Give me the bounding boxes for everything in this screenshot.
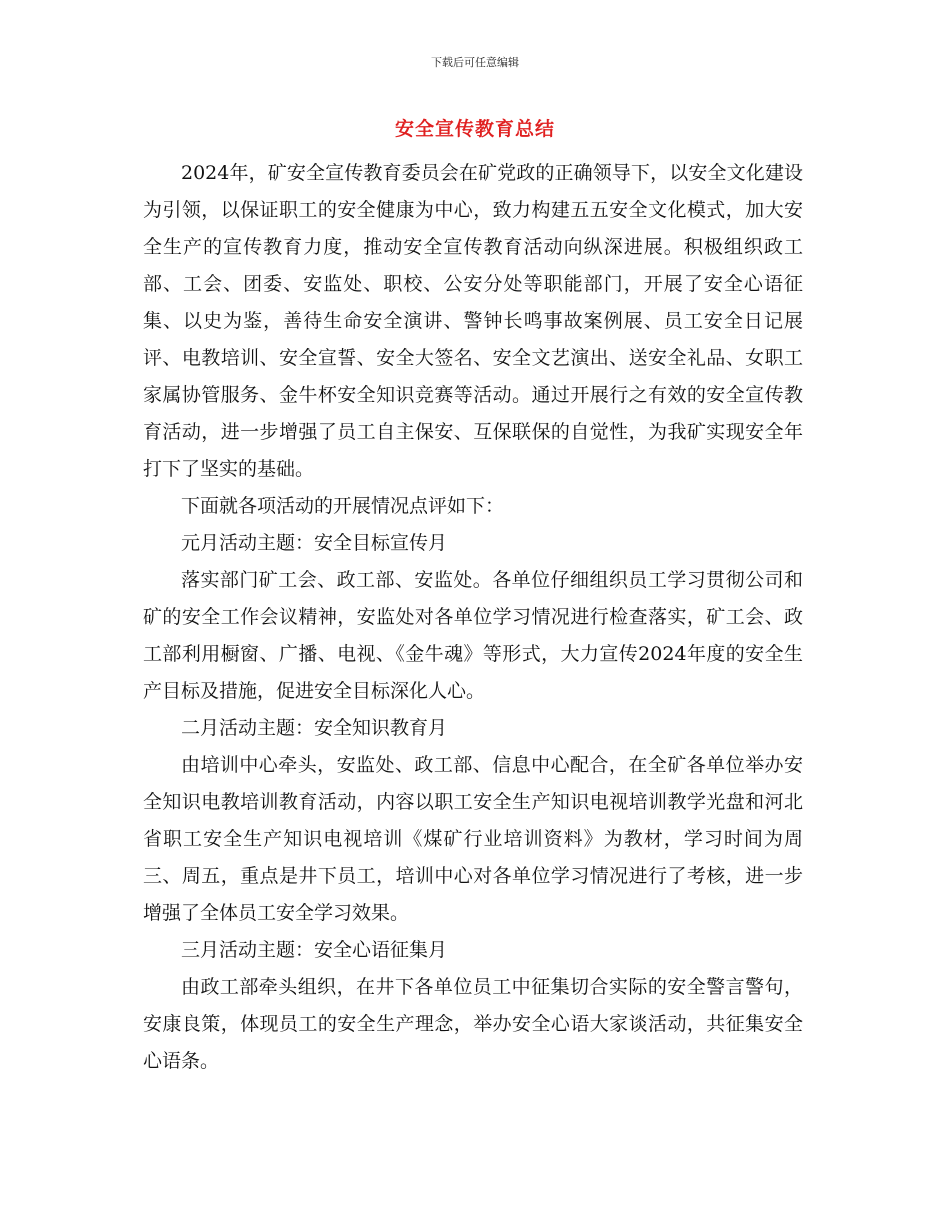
paragraph-march: 由政工部牵头组织，在井下各单位员工中征集切合实际的安全警言警句，安康良策，体现员工的安全生产理念，举办安全心语大家谈活动，共征集安全心语条。 (143, 976, 803, 1072)
header-note: 下载后可任意编辑 (431, 56, 519, 69)
heading-january-theme: 元月活动主题：安全目标宣传月 (181, 532, 448, 554)
paragraph-february: 由培训中心牵头，安监处、政工部、信息中心配合，在全矿各单位举办安全知识电教培训教育活动，内容以职工安全生产知识电视培训教学光盘和河北省职工安全生产知识电视培训《煤矿行业培训资料》为教材，学习时间为周三、周五，重点是井下员工，培训中心对各单位学习情况进行了考核，进一步增强了全体员工安全学习效果。 (143, 754, 803, 924)
paragraph-intro: 2024年，矿安全宣传教育委员会在矿党政的正确领导下，以安全文化建设为引领，以保证职工的安全健康为中心，致力构建五五安全文化模式，加大安全生产的宣传教育力度，推动安全宣传教育活动向纵深进展。积极组织政工部、工会、团委、安监处、职校、公安分处等职能部门，开展了安全心语征集、以史为鉴，善待生命安全演讲、警钟长鸣事故案例展、员工安全日记展评、电教培训、安全宣誓、安全大签名、安全文艺演出、送安全礼品、女职工家属协管服务、金牛杯安全知识竞赛等活动。通过开展行之有效的安全宣传教育活动，进一步增强了员工自主保安、互保联保的自觉性，为我矿实现安全年打下了坚实的基础。 (143, 162, 803, 480)
paragraph-review-lead: 下面就各项活动的开展情况点评如下： (181, 495, 505, 517)
heading-march-theme: 三月活动主题：安全心语征集月 (181, 939, 448, 961)
paragraph-january: 落实部门矿工会、政工部、安监处。各单位仔细组织员工学习贯彻公司和矿的安全工作会议精神，安监处对各单位学习情况进行检查落实，矿工会、政工部利用橱窗、广播、电视、《金牛魂》等形式，大力宣传2024年度的安全生产目标及措施，促进安全目标深化人心。 (143, 569, 803, 702)
document-title: 安全宣传教育总结 (394, 118, 555, 140)
heading-february-theme: 二月活动主题：安全知识教育月 (181, 717, 448, 739)
document-body (143, 155, 803, 1080)
